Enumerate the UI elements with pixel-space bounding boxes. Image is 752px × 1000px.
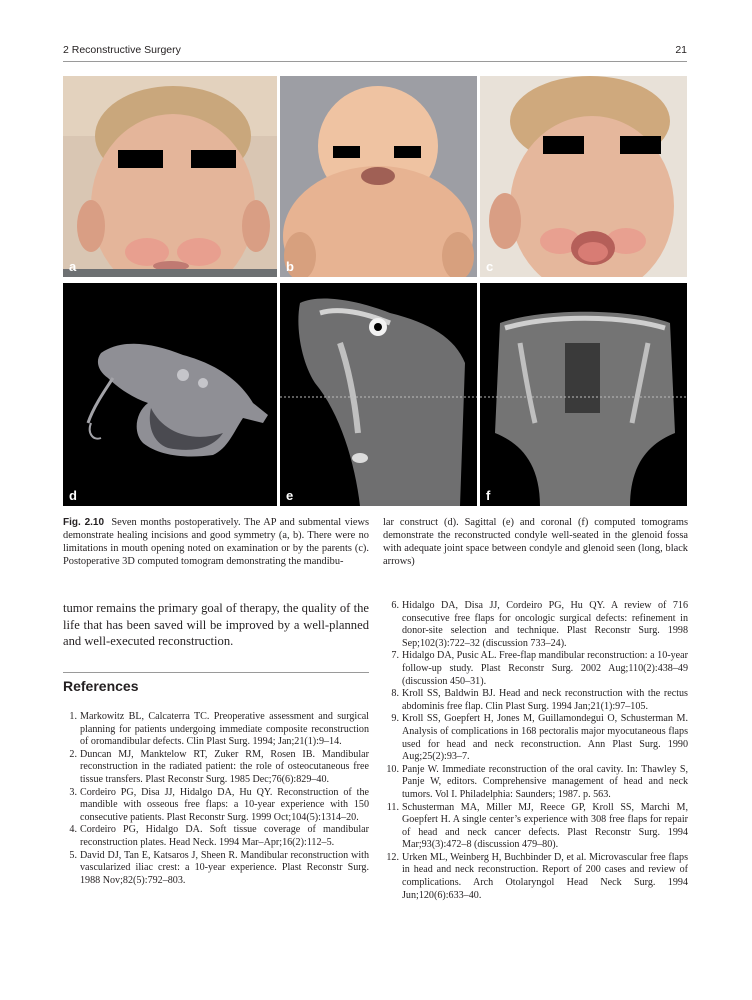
reference-item: 1. Markowitz BL, Calcaterra TC. Preoperative assessment and surgical planning for patients undergoing immediate composite reconstruction of oromandibular defects. Clin Plast Surg. 1994; Jan;21(1):9–14.	[69, 711, 369, 748]
reference-item: 4. Cordeiro PG, Hidalgo DA. Soft tissue coverage of mandibular reconstruction plates. Head Neck. 1994 Mar–Apr;16(2):112–5.	[69, 824, 369, 848]
panel-label-a: a	[69, 259, 77, 274]
panel-label-d: d	[69, 488, 77, 503]
reference-item: 8. Kroll SS, Baldwin BJ. Head and neck reconstruction with the rectus abdominis free flap. Clin Plast Surg. 1994 Jan;21(1):97–105.	[391, 688, 688, 712]
reference-item: 6. Hidalgo DA, Disa JJ, Cordeiro PG, Hu QY. A review of 716 consecutive free flaps for oncologic surgical defects: refinement in donor-site selection and technique. Plast Reconstr Surg. 1998 Sep;102(3):722–32 (discussion 733–24).	[391, 600, 688, 649]
running-header	[63, 44, 687, 60]
reference-item: 5. David DJ, Tan E, Katsaros J, Sheen R. Mandibular reconstruction with vascularized iliac crest: a 10-year experience. Plast Reconstr Surg. 1988 Nov;82(5):792–803.	[69, 849, 369, 886]
page-number: 21	[675, 44, 687, 56]
ct-sagittal-image	[280, 283, 477, 506]
figure-panel-a	[63, 76, 277, 277]
reference-item: 3. Cordeiro PG, Disa JJ, Hidalgo DA, Hu QY. Reconstruction of the mandible with osseous free flaps: a 10-year experience with 150 consecutive patients. Plast Reconstr Surg. 1999 Oct;104(5):1314–20.	[69, 786, 369, 823]
reference-item: 2. Duncan MJ, Manktelow RT, Zuker RM, Rosen IB. Mandibular reconstruction in the radiated patient: the role of osteocutaneous free tissue transfers. Plast Reconstr Surg. 1985 Dec;76(6):829–40.	[69, 748, 369, 785]
figure-panel-b	[280, 76, 477, 277]
patient-ap-photo	[63, 76, 277, 277]
reference-item: 12. Urken ML, Weinberg H, Buchbinder D, et al. Microvascular free flaps in head and neck reconstruction. Report of 200 cases and review of complications. Arch Otolaryngol Head Neck Surg. 1994 Jun;120(6):633–40.	[386, 851, 688, 901]
patient-mouth-open-photo	[480, 76, 687, 277]
figure-label: Fig. 2.10	[63, 517, 105, 528]
panel-label-c: c	[486, 259, 494, 274]
patient-submental-photo	[280, 76, 477, 277]
figure-panel-d	[63, 283, 277, 506]
section-rule	[63, 672, 369, 673]
figure-caption-right: lar construct (d). Sagittal (e) and coronal (f) computed tomograms demonstrate the reconstructed condyle well-seated in the glenoid fossa with adequate joint space between condyle and glenoid seen (long, black arrows)	[383, 517, 688, 567]
references-heading: References	[63, 678, 139, 694]
body-paragraph: tumor remains the primary goal of therapy, the quality of the life that has been saved will be improved by a well-planned and well-executed reconstruction.	[63, 601, 369, 648]
references-list-left	[63, 711, 369, 887]
figure-panel-e	[280, 283, 477, 506]
chapter-title: 2 Reconstructive Surgery	[63, 44, 181, 56]
reference-item: 11. Schusterman MA, Miller MJ, Reece GP, Kroll SS, Marchi M, Goepfert H. A single center’s experience with 308 free flaps for repair of head and neck cancer defects. Plast Reconstr Surg. 1994 Mar;93(3):472–8 (discussion 479–80).	[386, 801, 688, 851]
reference-item: 9. Kroll SS, Goepfert H, Jones M, Guillamondegui O, Schusterman M. Analysis of complications in 168 pectoralis major myocutaneous flaps used for head and neck reconstruction. Ann Plast Surg. 1990 Aug;25(2):93–7.	[391, 713, 688, 763]
reference-item: 7. Hidalgo DA, Pusic AL. Free-flap mandibular reconstruction: a 10-year follow-up study. Plast Reconstr Surg. 2002 Aug;110(2):438–49 (discussion 450–31).	[391, 650, 688, 687]
panel-label-f: f	[486, 488, 491, 503]
reference-item: 10. Panje W. Immediate reconstruction of the oral cavity. In: Thawley S, Panje W, editors. Comprehensive management of head and neck tumors. Vol I. Philadelphia: Saunders; 1987. p. 563.	[386, 763, 688, 800]
figure-panel-c	[480, 76, 687, 277]
header-rule	[63, 61, 687, 62]
figure-panel-f	[480, 283, 687, 506]
panel-label-e: e	[286, 488, 294, 503]
ct-coronal-image	[480, 283, 687, 506]
references-list-right	[383, 600, 688, 902]
ct-3d-mandible-image	[63, 283, 277, 506]
figure-caption-left	[63, 516, 369, 568]
figure-caption-text: Seven months postoperatively. The AP and submental views demonstrate healing incisions and good symmetry (a, b). There were no limitations in mouth opening noted on examination or by the parents (c). Postoperative 3D computed tomogram demonstrating the mandibu-	[63, 517, 370, 567]
panel-label-b: b	[286, 259, 294, 274]
